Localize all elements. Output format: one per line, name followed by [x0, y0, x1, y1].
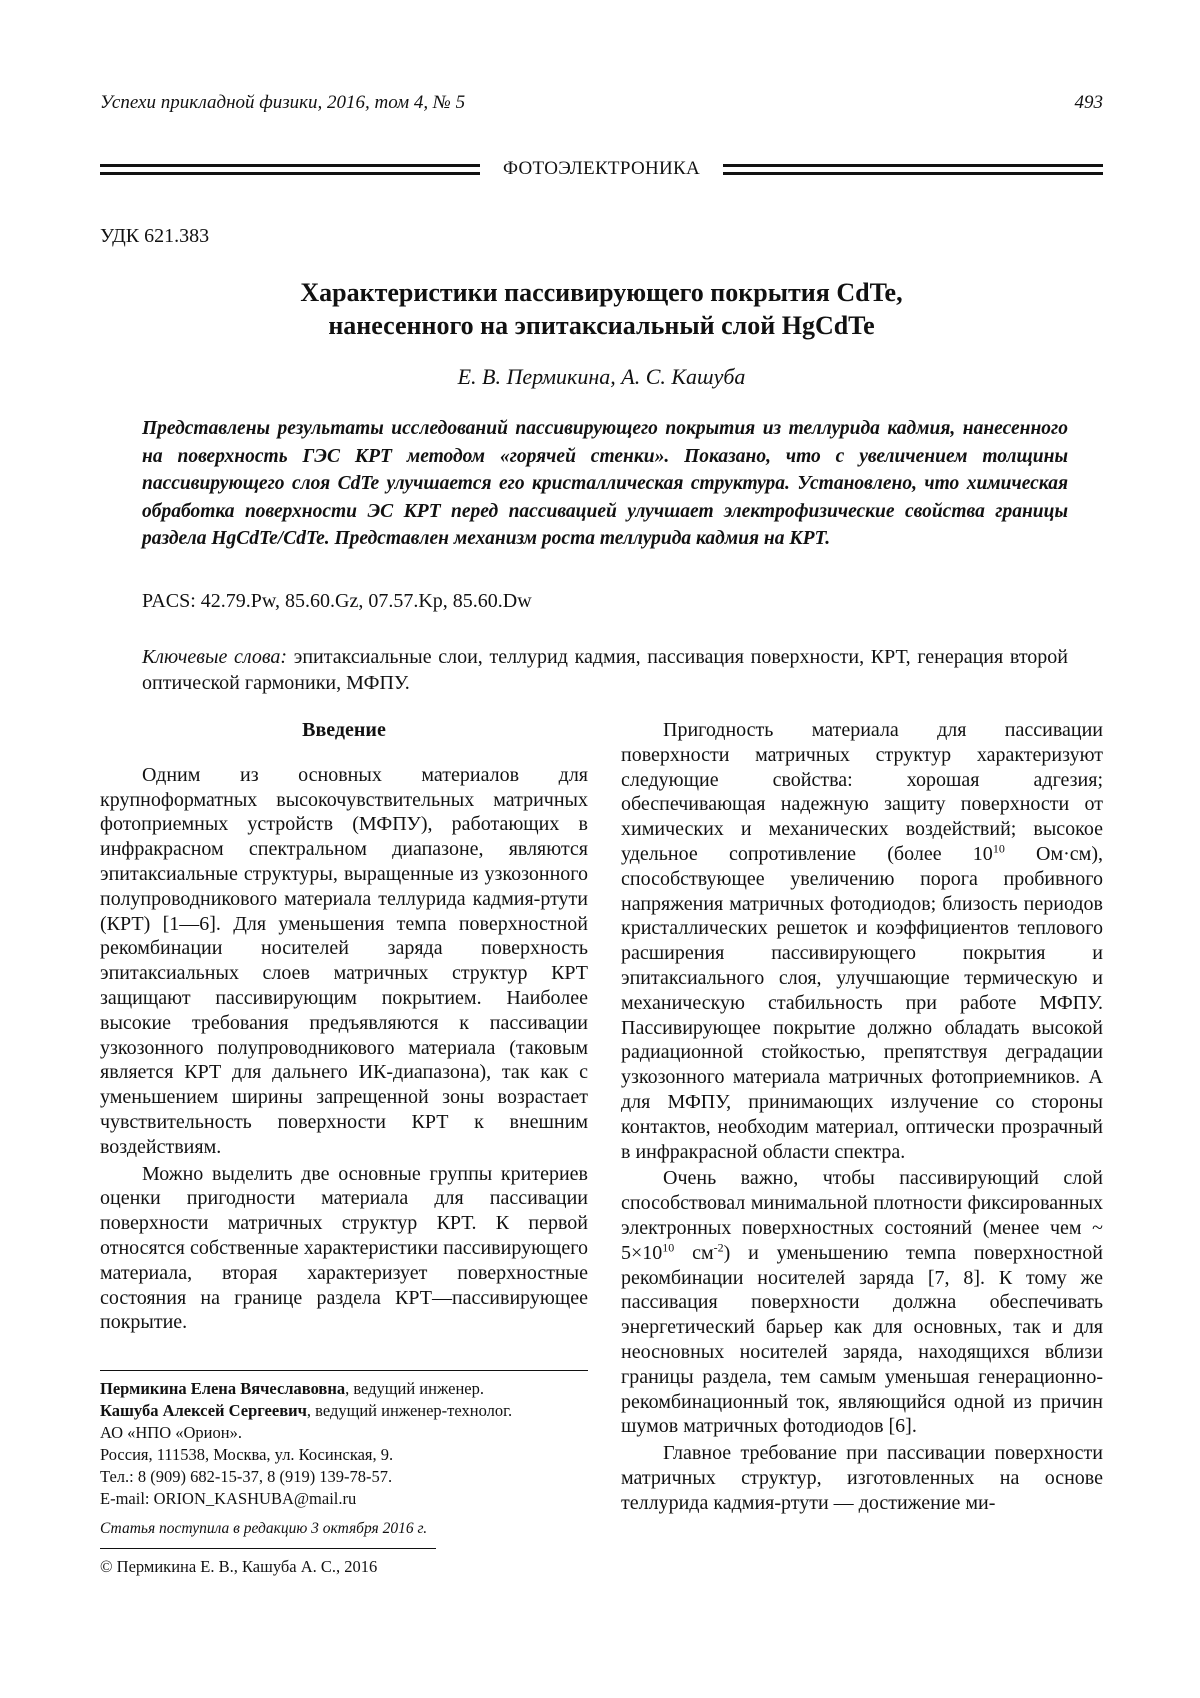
paragraph-text: см [674, 1241, 714, 1264]
footnote-line [100, 1400, 600, 1422]
superscript: -2 [713, 1240, 724, 1255]
superscript: 10 [662, 1240, 675, 1255]
organization: АО «НПО «Орион». [100, 1423, 242, 1442]
article-title [100, 276, 1103, 342]
authors: Е. В. Пермикина, А. С. Кашуба [457, 364, 746, 389]
abstract: Представлены результаты исследований пассивирующего покрытия из теллурида кадмия, нанесенного на поверхность ГЭС КРТ методом «горячей стенки». Показано, что с увеличением толщины пассивирующего слоя CdTe улучшается его кристаллическая структура. Установлено, что химическая обработка поверхности ЭС КРТ перед пассивацией улучшает электрофизические свойства границы раздела HgCdTe/CdTe. Представлен механизм роста теллурида кадмия на КРТ. [142, 418, 1068, 549]
paragraph-text: ) и уменьшению темпа поверхностной рекомбинации носителей заряда [7, 8]. К тому же пассивация поверхности должна обеспечивать энергетический барьер как для основных, так и для неосновных носителей заряда, находящихся вблизи границы раздела, тем самым уменьшая генерационно-рекомбинационный ток, являющийся одной из причин шумов матричных фотодиодов [6]. [621, 1241, 1103, 1438]
footnote-divider [100, 1370, 588, 1371]
footnote-line [100, 1378, 600, 1400]
pacs-codes: PACS: 42.79.Pw, 85.60.Gz, 07.57.Kp, 85.60.Dw [142, 590, 532, 612]
keywords-label: Ключевые слова: [142, 646, 288, 668]
udk-code: УДК 621.383 [100, 225, 210, 247]
email: E-mail: ORION_KASHUBA@mail.ru [100, 1489, 357, 1508]
paragraph: Главное требование при пассивации поверхности матричных структур, изготовленных на основе теллурида кадмия-ртути — достижение ми- [621, 1442, 1103, 1514]
copyright-divider [100, 1548, 436, 1549]
paragraph-text: Очень важно, чтобы пассивирующий слой способствовал минимальной плотности фиксированных электронных поверхностных состояний (менее чем ~ 5×10 [621, 1167, 1103, 1264]
paragraph [621, 1166, 1103, 1439]
received-date: Статья поступила в редакцию 3 октября 2016 г. [100, 1520, 428, 1537]
section-header [100, 158, 1103, 182]
author-role: , ведущий инженер. [345, 1379, 484, 1398]
double-rule-left [100, 164, 480, 175]
title-line-2: нанесенного на эпитаксиальный слой HgCdTe [328, 311, 875, 340]
address: Россия, 111538, Москва, ул. Косинская, 9. [100, 1445, 394, 1464]
author-role: , ведущий инженер-технолог. [306, 1401, 513, 1420]
paragraph: Можно выделить две основные группы критериев оценки пригодности материала для пассивации поверхности матричных структур КРТ. К первой относятся собственные характеристики пассивирующего материала, вторая характеризует поверхностные состояния на границе раздела КРТ—пассивирующее покрытие. [100, 1162, 588, 1334]
left-column [100, 718, 588, 1335]
author-name: Пермикина Елена Вячеславовна [100, 1379, 346, 1398]
phone: Тел.: 8 (909) 682-15-37, 8 (919) 139-78-57. [100, 1467, 393, 1486]
paragraph: Одним из основных материалов для крупноформатных высокочувствительных матричных фотоприемных устройств (МФПУ), работающих в инфракрасном спектральном диапазоне, являются эпитаксиальные структуры, выращенные из узкозонного полупроводникового материала теллурида кадмия-ртути (КРТ) [1—6]. Для уменьшения темпа поверхностной рекомбинации носителей заряда поверхность эпитаксиальных слоев матричных структур КРТ защищают пассивирующим покрытием. Наиболее высокие требования предъявляются к пассивации узкозонного полупроводникового материала (таковым является КРТ для дальнего ИК-диапазона), так как с уменьшением ширины запрещенной зоны возрастает чувствительность поверхности КРТ к внешним воздействиям. [100, 763, 588, 1158]
double-rule-right [723, 164, 1103, 175]
paragraph [621, 718, 1103, 1164]
author-name: Кашуба Алексей Сергеевич [100, 1401, 307, 1420]
journal-header: Успехи прикладной физики, 2016, том 4, № 5 [100, 92, 466, 113]
keywords [142, 644, 1068, 696]
copyright: © Пермикина Е. В., Кашуба А. С., 2016 [100, 1557, 378, 1576]
author-footnote [100, 1378, 600, 1510]
title-line-1: Характеристики пассивирующего покрытия CdTe, [300, 278, 903, 307]
section-label: ФОТОЭЛЕКТРОНИКА [502, 158, 700, 179]
paragraph-text: Ом·см), способствующее увеличению порога пробивного напряжения матричных фотодиодов; близость периодов кристаллических решеток и коэффициентов теплового расширения пассивирующего покрытия и эпитаксиального слоя, улучшающие термическую и механическую стабильность при работе МФПУ. Пассивирующее покрытие должно обладать высокой радиационной стойкостью, препятствуя деградации узкозонного материала матричных фотоприемников. А для МФПУ, принимающих излучение со стороны контактов, необходим материал, оптически прозрачный в инфракрасной области спектра. [621, 842, 1103, 1163]
section-heading-introduction: Введение [302, 719, 386, 741]
superscript: 10 [992, 841, 1005, 856]
keywords-text: эпитаксиальные слои, теллурид кадмия, пассивация поверхности, КРТ, генерация второй оптической гармоники, МФПУ. [142, 646, 1068, 694]
page-number: 493 [1074, 92, 1103, 113]
right-column [621, 718, 1103, 1516]
paragraph-text: Пригодность материала для пассивации поверхности матричных структур характеризуют следующие свойства: хорошая адгезия; обеспечивающая надежную защиту поверхности от химических и механических воздействий; высокое удельное сопротивление (более 10 [621, 719, 1103, 865]
